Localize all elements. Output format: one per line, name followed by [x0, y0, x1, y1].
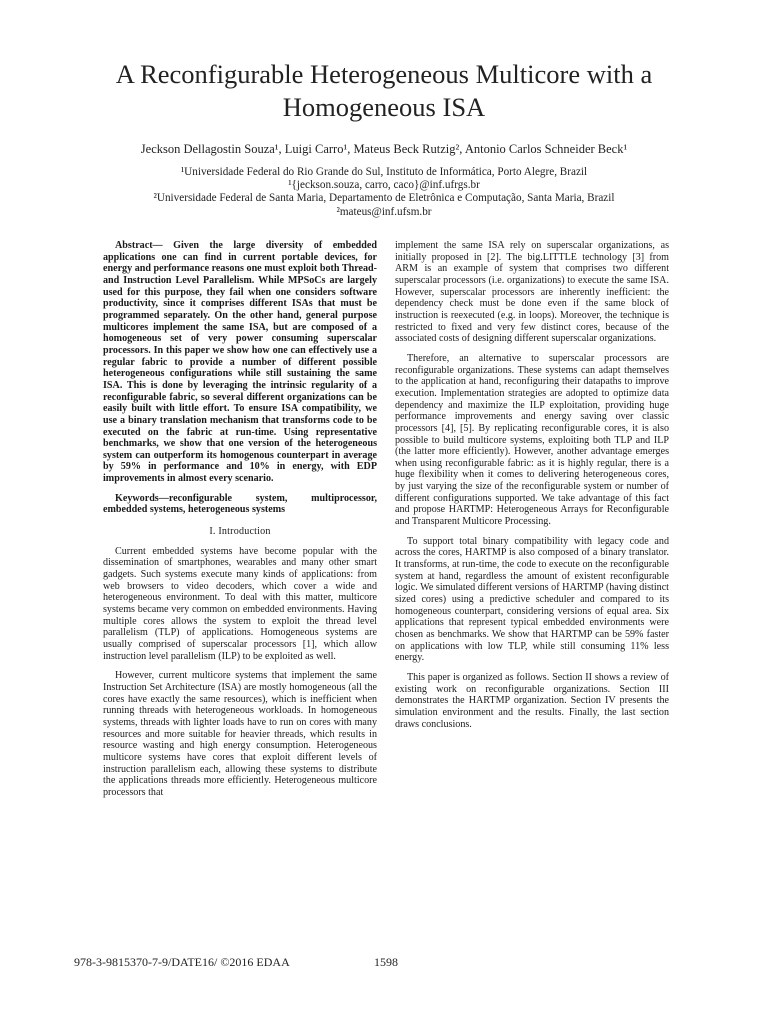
title-line-1: A Reconfigurable Heterogeneous Multicore with a [115, 59, 653, 89]
paper-title [60, 58, 708, 124]
footer-isbn: 978-3-9815370-7-9/DATE16/ ©2016 EDAA [74, 955, 290, 969]
body-paragraph: implement the same ISA rely on superscalar organizations, as initially proposed in [2]. The big.LITTLE technology [3] from ARM is an example of system that comprises two different superscalar processors (i.e. organizations) to execute the same ISA. However, superscalar processors are inherently inefficient: the dependency check must be done even if the same block of instruction is reexecuted (e.g. in loops). Moreover, the technique is restricted to fixed and very few distinct cores, because of the associated costs of designing different superscalar organizations. [395, 240, 669, 345]
affiliations [60, 166, 708, 219]
body-paragraph: To support total binary compatibility with legacy code and across the cores, HARTMP is also composed of a binary translator. It transforms, at run-time, the code to execute on the reconfigurable system at hand, regardless the amount of existent reconfigurable logic. We simulated different versions of HARTMP (having distinct sized cores) using a predictive scheduler and compared to its homogeneous counterpart, considering versions of equal area. Six applications that represent typical embedded environments were chosen as benchmarks. We show that HARTMP can be 59% faster on applications with low TLP, while still consuming 11% less energy. [395, 535, 669, 664]
body-paragraph: Current embedded systems have become popular with the dissemination of smartphones, wearables and many other smart gadgets. Such systems execute many kinds of applications: from web browsers to video decoders, which cover a wide and heterogeneous environment. To deal with this matter, multicore systems became very common on embedded environments. Having multiple cores allows the system to exploit the thread level parallelism (TLP) of applications. Homogeneous systems are usually comprised of superscalar processors [1], which allow instruction level parallelism (ILP) to be exploited as well. [103, 545, 377, 662]
title-line-2: Homogeneous ISA [282, 92, 486, 122]
body-paragraph: However, current multicore systems that implement the same Instruction Set Architecture (ISA) are mostly homogeneous (all the cores have exactly the same resources), which is inefficient when running threads with heterogeneous workloads. In homogeneous systems, threads with lighter loads have to run on cores with many resources and more suitable for heavier threads, which results in resource wasting and high energy consumption. Heterogeneous multicore systems have cores that exploit different levels of instruction parallelism each, allowing these systems to distribute the applications threads more efficiently. Heterogeneous multicore processors that [103, 670, 377, 798]
body-paragraph: This paper is organized as follows. Section II shows a review of existing work on reconfigurable organizations. Section III demonstrates the HARTMP organization. Section IV presents the simulation environment and the results. Finally, the last section draws conclusions. [395, 671, 669, 730]
abstract-paragraph: Abstract— Given the large diversity of embedded applications one can find in current portable devices, for energy and performance reasons one must exploit both Thread- and Instruction Level Parallelism. While MPSoCs are largely used for this purpose, they fail when one considers software productivity, since it comprises different ISAs that must be programmed separately. On the other hand, general purpose multicores implement the same ISA, but are composed of a homogeneous set of very power consuming superscalar processors. In this paper we show how one can effectively use a regular fabric to provide a number of different possible heterogeneous configurations while still sustaining the same ISA. This is done by leveraging the intrinsic regularity of a reconfigurable fabric, so several different organizations can be easily built with little effort. To ensure ISA compatibility, we use a binary translation mechanism that transforms code to be executed on the fabric at run-time. Using representative benchmarks, we show that one version of the heterogeneous system can outperform its homogenous counterpart in average by 59% in performance and 10% in energy, with EDP improvements in almost every scenario. [103, 240, 377, 485]
right-column [395, 240, 669, 738]
keywords-paragraph: Keywords—reconfigurable system, multiprocessor, embedded systems, heterogeneous systems [103, 492, 377, 516]
affiliation-2: ²Universidade Federal de Santa Maria, Departamento de Eletrônica e Computação, Santa Maria, Brazil [153, 192, 615, 205]
affiliation-email-2: ²mateus@inf.ufsm.br [336, 205, 432, 218]
author-list: Jeckson Dellagostin Souza¹, Luigi Carro¹, Mateus Beck Rutzig², Antonio Carlos Schneider Beck¹ [140, 142, 628, 156]
affiliation-email-1: ¹{jeckson.souza, carro, caco}@inf.ufrgs.br [288, 179, 480, 192]
affiliation-1: ¹Universidade Federal do Rio Grande do Sul, Instituto de Informática, Porto Alegre, Brazil [180, 166, 588, 178]
page-number: 1598 [374, 955, 398, 969]
section-heading-introduction: I. Introduction [209, 526, 271, 538]
left-column [103, 240, 377, 807]
body-paragraph: Therefore, an alternative to superscalar processors are reconfigurable organizations. These systems can adapt themselves to the application at hand, reconfiguring their datapaths to improve execution. Implementation strategies are adopted to optimize data dependency and maximize the ILP exploitation, providing huge performance improvements and energy saving over classic processors [4], [5]. By replicating reconfigurable cores, it is also possible to build multicore systems, exploiting both TLP and ILP (the latter more efficiently). However, another advantage emerges when using reconfigurable fabric: as it is highly regular, there is a huge flexibility when it comes to delivering heterogeneous cores, by just varying the size of the reconfigurable system or number of different configurations supported. We take advantage of this fact and propose HARTMP: Heterogeneous Arrays for Reconfigurable and Transparent Multicore Processing. [395, 352, 669, 528]
